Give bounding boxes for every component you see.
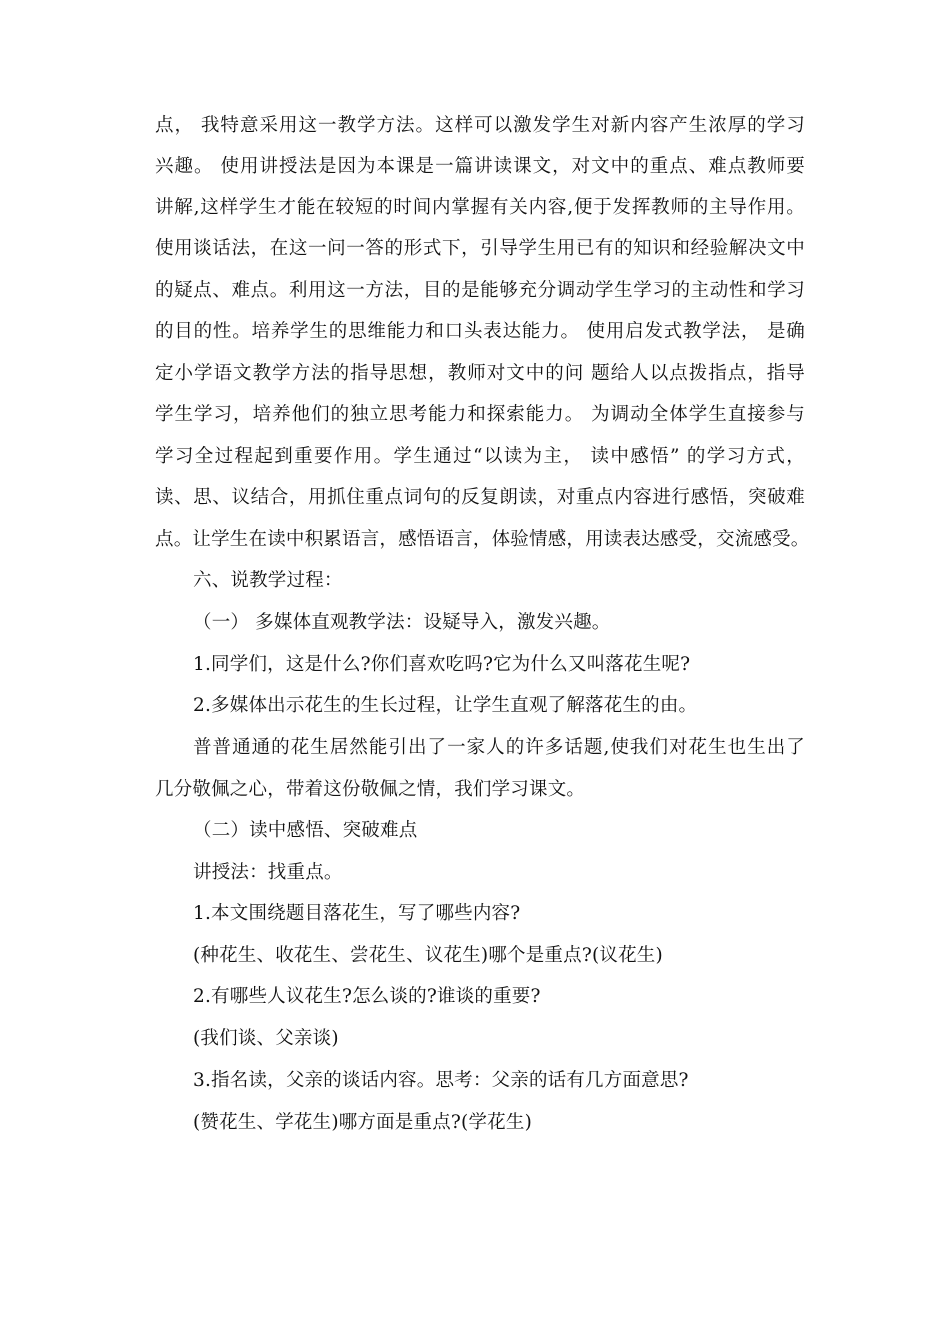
- answer: (赞花生、学花生)哪方面是重点?(学花生): [193, 1112, 532, 1133]
- paragraph-line: 的疑点、难点。利用这一方法，目的是能够充分调动学生学习的主动性和学习: [155, 280, 805, 301]
- list-item: 2.多媒体出示花生的生长过程，让学生直观了解落花生的由。: [193, 695, 698, 716]
- list-item: 1.同学们，这是什么?你们喜欢吃吗?它为什么又叫落花生呢?: [193, 654, 691, 675]
- paragraph-line: 使用谈话法，在这一问一答的形式下，引导学生用已有的知识和经验解决文中: [155, 238, 805, 259]
- subsection-heading: （一） 多媒体直观教学法：设疑导入，激发兴趣。: [193, 612, 611, 633]
- paragraph-line: 定小学语文教学方法的指导思想，教师对文中的问 题给人以点拨指点，指导: [155, 363, 805, 384]
- paragraph-line: 读、思、议结合，用抓住重点词句的反复朗读，对重点内容进行感悟，突破难: [155, 487, 805, 508]
- paragraph-line: 学习全过程起到重要作用。学生通过“以读为主， 读中感悟” 的学习方式，: [155, 446, 805, 467]
- subsection-heading: （二）读中感悟、突破难点: [193, 820, 418, 841]
- paragraph-line: 学生学习，培养他们的独立思考能力和探索能力。 为调动全体学生直接参与: [155, 404, 805, 425]
- paragraph-line: 的目的性。培养学生的思维能力和口头表达能力。 使用启发式教学法， 是确: [155, 321, 805, 342]
- question: 1.本文围绕题目落花生，写了哪些内容?: [193, 903, 521, 924]
- answer: (种花生、收花生、尝花生、议花生)哪个是重点?(议花生): [193, 945, 663, 966]
- paragraph-line: 普普通通的花生居然能引出了一家人的许多话题,使我们对花生也生出了: [193, 737, 805, 758]
- method-label: 讲授法：找重点。: [193, 862, 343, 883]
- paragraph-line: 讲解,这样学生才能在较短的时间内掌握有关内容,便于发挥教师的主导作用。: [155, 197, 805, 218]
- question: 2.有哪些人议花生?怎么谈的?谁谈的重要?: [193, 986, 541, 1007]
- question: 3.指名读，父亲的谈话内容。思考：父亲的话有几方面意思?: [193, 1070, 689, 1091]
- paragraph-line: 兴趣。 使用讲授法是因为本课是一篇讲读课文，对文中的重点、难点教师要: [155, 156, 805, 177]
- paragraph-line: 点。让学生在读中积累语言，感悟语言，体验情感，用读表达感受，交流感受。: [155, 529, 810, 550]
- section-heading: 六、说教学过程：: [193, 570, 343, 591]
- paragraph-line: 点， 我特意采用这一教学方法。这样可以激发学生对新内容产生浓厚的学习: [155, 115, 805, 136]
- paragraph-line: 几分敬佩之心，带着这份敬佩之情，我们学习课文。: [155, 779, 586, 800]
- answer: (我们谈、父亲谈): [193, 1028, 339, 1049]
